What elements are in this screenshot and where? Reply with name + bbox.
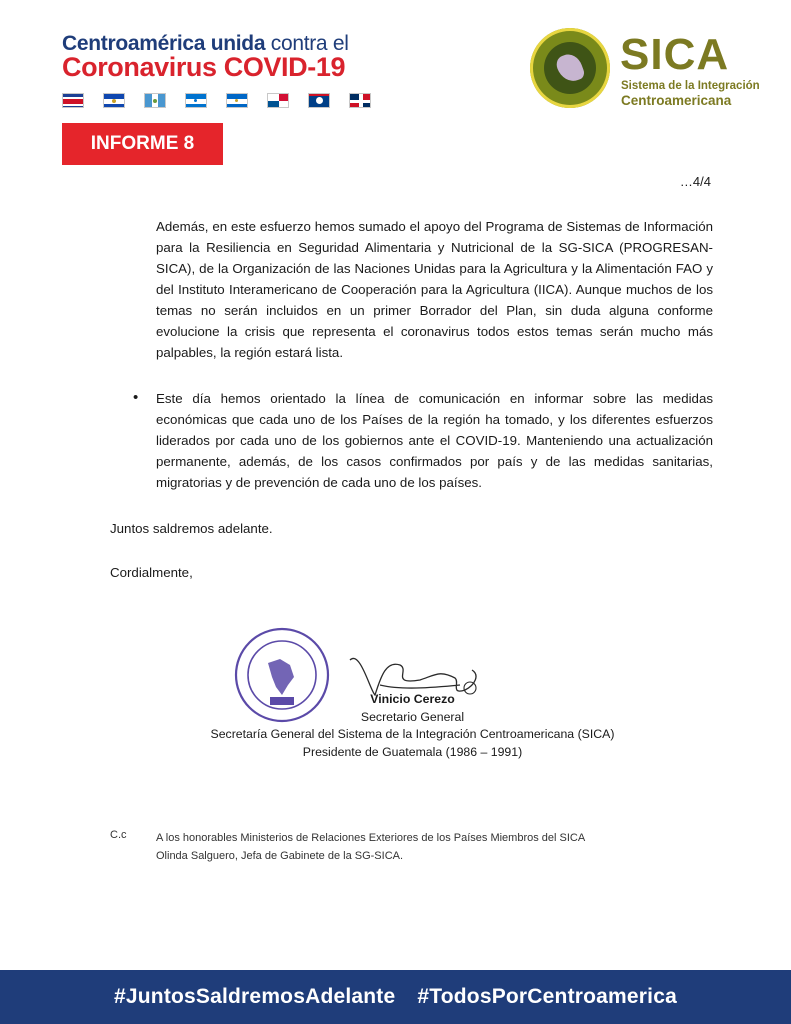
signature-block: [150, 691, 675, 761]
nicaragua-flag-icon: [226, 93, 248, 108]
guatemala-flag-icon: [144, 93, 166, 108]
footer-banner: [0, 970, 791, 1024]
campaign-title-bold: Centroamérica unida: [62, 32, 266, 55]
cc-line-1: A los honorables Ministerios de Relaciones Exteriores de los Países Miembros del SICA: [156, 832, 586, 844]
belize-flag-icon: [308, 93, 330, 108]
el-salvador-flag-icon: [103, 93, 125, 108]
bullet-icon: •: [133, 389, 139, 406]
hashtag-juntos: #JuntosSaldremosAdelante: [114, 985, 396, 1008]
body-paragraph-1: Además, en este esfuerzo hemos sumado el apoyo del Programa de Sistemas de Información para la Resiliencia en Seguridad Alimentaria y Nutricional de la SG-SICA (PROGRESAN-SICA), de la Organización de las Naciones Unidas para la Agricultura y la Alimentación FAO y del Instituto Interamericano de Cooperación para la Agricultura (IICA). Aunque muchos de los temas no serán incluidos en un primer Borrador del Plan, sin duda alguna conforme evolucione la crisis que representa el coronavirus todos estos temas serán mucho más palpables, la región estará lista.: [156, 219, 713, 360]
sica-logo-name: SICA: [620, 30, 730, 79]
sica-logo-subtitle-2: Centroamericana: [621, 93, 732, 108]
cc-label: C.c: [110, 829, 127, 841]
campaign-title-rest: contra el: [265, 32, 349, 55]
dominican-republic-flag-icon: [349, 93, 371, 108]
cc-recipients: [156, 829, 585, 865]
sign-off: Cordialmente,: [110, 565, 193, 580]
honduras-flag-icon: [185, 93, 207, 108]
bullet-paragraph: Este día hemos orientado la línea de comunicación en informar sobre las medidas económicas que cada uno de los Países de la región ha tomado, y los diferentes esfuerzos liderados por cada uno de los gobiernos ante el COVID-19. Manteniendo una actualización permanente, además, de los casos confirmados por país y de las medidas sanitarias, migratorias y de prevención de cada uno de los países.: [156, 391, 713, 490]
signer-role: Presidente de Guatemala (1986 – 1991): [302, 744, 523, 759]
signer-name: Vinicio Cerezo: [370, 692, 455, 706]
report-badge: INFORME 8: [62, 123, 223, 165]
closing-phrase: Juntos saldremos adelante.: [110, 521, 273, 536]
campaign-title-line2: Coronavirus COVID-19: [62, 52, 346, 82]
flag-row: [62, 93, 371, 108]
costa-rica-flag-icon: [62, 93, 84, 108]
signer-title: Secretario General: [360, 709, 465, 724]
panama-flag-icon: [267, 93, 289, 108]
cc-line-2: Olinda Salguero, Jefa de Gabinete de la SG-SICA.: [156, 850, 404, 862]
signer-organization: Secretaría General del Sistema de la Integración Centroamericana (SICA): [210, 727, 615, 741]
page-marker: …4/4: [679, 174, 711, 189]
sica-logo-subtitle-1: Sistema de la Integración: [621, 80, 760, 92]
sica-seal-icon: [530, 28, 610, 108]
hashtag-todos: #TodosPorCentroamerica: [417, 985, 677, 1008]
